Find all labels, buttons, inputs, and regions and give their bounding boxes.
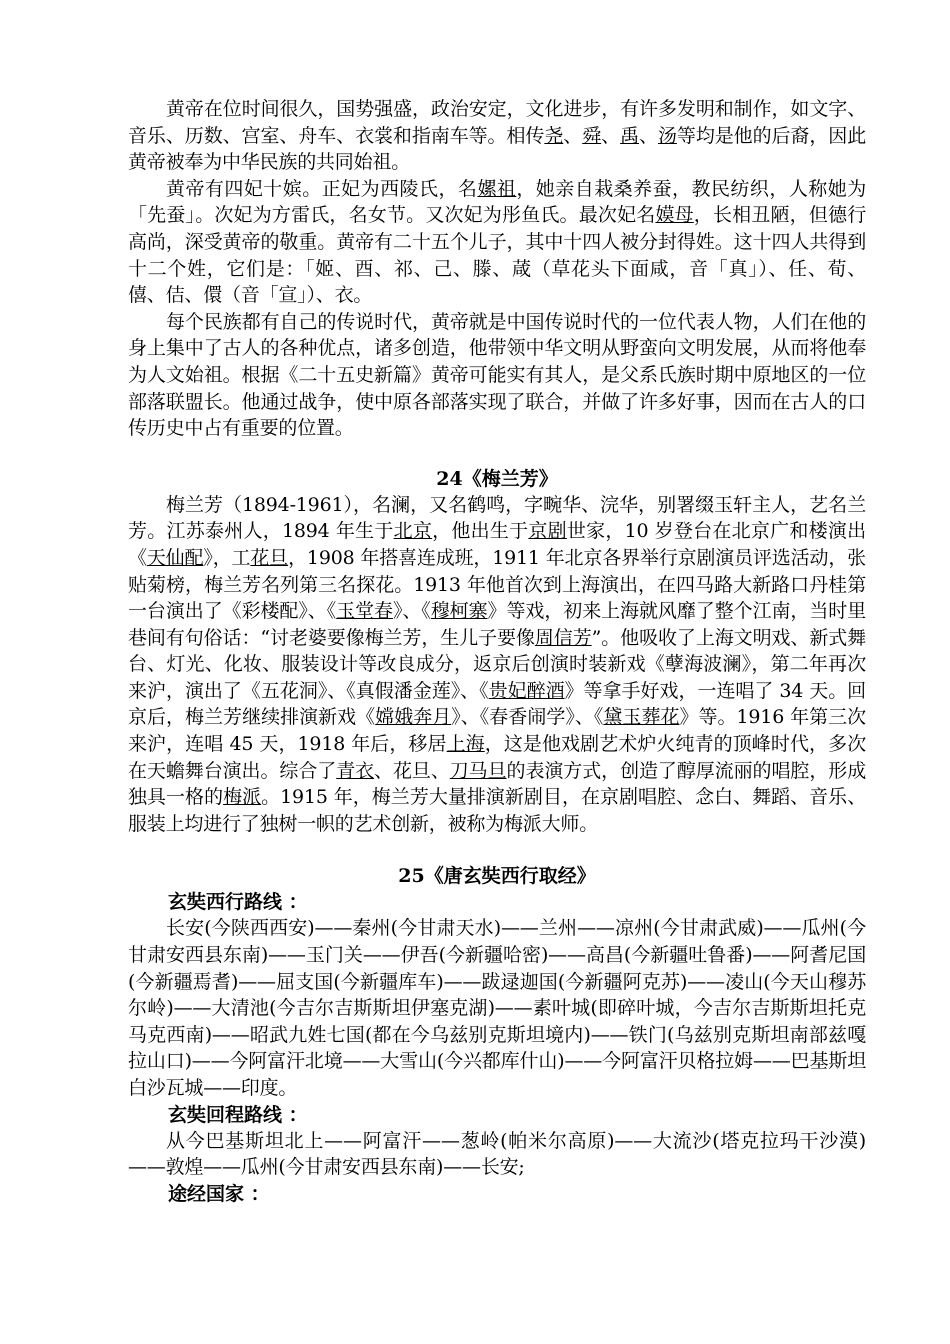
paragraph-route-back: 从今巴基斯坦北上——阿富汗——葱岭(帕米尔高原)——大流沙(塔克拉玛干沙漠)——敦煌——瓜州(今甘肃安西县东南)——长安; (128, 1129, 866, 1179)
underlined-term: 黛玉葬花 (603, 706, 680, 729)
underlined-term: 上海 (446, 733, 485, 756)
document-body (128, 96, 866, 1207)
underlined-term: 刀马旦 (449, 759, 507, 782)
paragraph-meilanfang: 梅兰芳（1894-1961），名澜，又名鹤鸣，字畹华、浣华，别署缀玉轩主人，艺名兰芳。江苏泰州人，1894 年生于北京，他出生于京剧世家，10 岁登台在北京广和楼演出《天仙配》，工花旦，1908 年搭喜连成班，1911 年北京各界举行京剧演员评选活动，张贴菊榜，梅兰芳名列第三名探花。1913 年他首次到上海演出，在四马路大新路口丹桂第一台演出了《彩楼配》、《玉堂春》、《穆柯寨》等戏，初来上海就风靡了整个江南，当时里巷间有句俗话：“讨老婆要像梅兰芳，生儿子要像周信芳”。他吸收了上海文明戏、新式舞台、灯光、化妆、服装设计等改良成分，返京后创演时装新戏《孽海波澜》，第二年再次来沪，演出了《五花洞》、《真假潘金莲》、《贵妃醉酒》等拿手好戏，一连唱了 34 天。回京后，梅兰芳继续排演新戏《嫦娥奔月》、《春香闹学》、《黛玉葬花》等。1916 年第三次来沪，连唱 45 天，1918 年后，移居上海，这是他戏剧艺术炉火纯青的顶峰时代，多次在天蟾舞台演出。综合了青衣、花旦、刀马旦的表演方式，创造了醇厚流丽的唱腔，形成独具一格的梅派。1915 年，梅兰芳大量排演新剧目，在京剧唱腔、念白、舞蹈、音乐、服装上均进行了独树一帜的艺术创新，被称为梅派大师。 (128, 493, 866, 835)
section-title-xuanzang: 25《唐玄奘西行取经》 (398, 865, 596, 888)
underlined-term: 周信芳 (534, 626, 592, 649)
underlined-term: 舜 (582, 124, 602, 147)
underlined-term: 尧 (544, 124, 564, 147)
underlined-term: 玉堂春 (336, 600, 393, 623)
underlined-term: 花旦 (250, 546, 289, 569)
underlined-term: 天仙配 (146, 546, 204, 569)
underlined-term: 禹 (620, 124, 640, 147)
paragraph-route-out: 长安(今陕西西安)——秦州(今甘肃天水)——兰州——凉州(今甘肃武威)——瓜州(今甘肃安西县东南)——玉门关——伊吾(今新疆哈密)——高昌(今新疆吐鲁番)——阿耆尼国(今新疆焉耆)——屈支国(今新疆库车)——跋逯迦国(今新疆阿克苏)——凌山(今天山穆苏尔岭)——大清池(今吉尔吉斯斯坦伊塞克湖)——素叶城(即碎叶城，今吉尔吉斯斯坦托克马克西南)——昭武九姓七国(都在今乌兹别克斯坦境内)——铁门(乌兹别克斯坦南部兹嘎拉山口)——今阿富汗北境——大雪山(今兴都库什山)——今阿富汗贝格拉姆——巴基斯坦白沙瓦城——印度。 (128, 917, 866, 1099)
heading-route-back: 玄奘回程路线 ： (168, 1103, 308, 1126)
underlined-term: 穆柯寨 (430, 600, 488, 623)
paragraph-huangdi-3: 每个民族都有自己的传说时代，黄帝就是中国传说时代的一位代表人物，人们在他的身上集中了古人的各种优点，诸多创造，他带领中华文明从野蛮向文明发展，从而将他奉为人文始祖。根据《二十五史新篇》黄帝可能实有其人，是父系氏族时期中原地区的一位部落联盟长。他通过战争，使中原各部落实现了联合，并做了许多好事，因而在古人的口传历史中占有重要的位置。 (128, 310, 866, 440)
heading-countries: 途经国家 ： (168, 1182, 270, 1205)
underlined-term: 京剧 (528, 520, 567, 543)
underlined-term: 汤 (657, 124, 677, 147)
heading-route-out: 玄奘西行路线 ： (168, 891, 308, 914)
underlined-term: 北京 (393, 520, 433, 543)
underlined-term: 青衣 (336, 759, 375, 782)
paragraph-huangdi-2: 黄帝有四妃十嫔。正妃为西陵氏，名嫘祖，她亲自栽桑养蚕，教民纺织，人称她为「先蚕」。次妃为方雷氏，名女节。又次妃为彤鱼氏。最次妃名嫫母，长相丑陋，但德行高尚，深受黄帝的敬重。黄帝有二十五个儿子，其中十四人被分封得姓。这十四人共得到十二个姓，它们是：「姬、酉、祁、己、滕、葴（草花头下面咸，音「真」）、任、荀、僖、佶、儇（音「宣」）、衣。 (128, 177, 867, 307)
underlined-term: 梅派 (223, 786, 262, 809)
underlined-term: 嫦娥奔月 (375, 706, 452, 729)
underlined-term: 嫘祖 (477, 177, 517, 200)
paragraph-huangdi-1: 黄帝在位时间很久，国势强盛，政治安定，文化进步，有许多发明和制作，如文字、音乐、历数、宫室、舟车、衣裳和指南车等。相传尧、舜、禹、汤等均是他的后裔，因此黄帝被奉为中华民族的共同始祖。 (128, 98, 867, 174)
underlined-term: 嫫母 (655, 204, 694, 227)
underlined-term: 贵妃醉酒 (488, 679, 565, 702)
section-title-meilanfang: 24《梅兰芳》 (436, 467, 558, 490)
